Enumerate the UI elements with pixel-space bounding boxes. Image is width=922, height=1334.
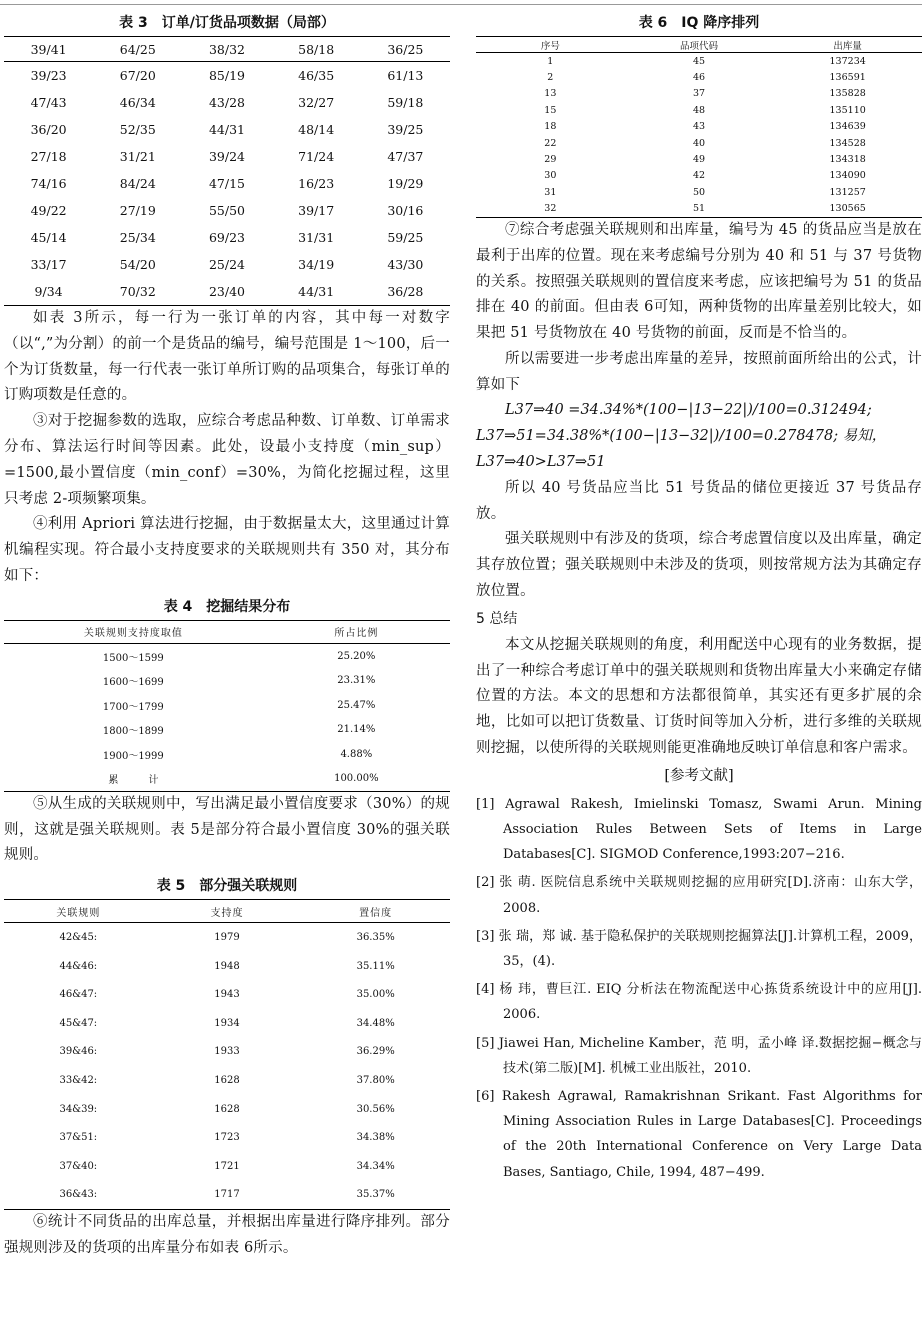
table-cell: 15 bbox=[544, 104, 557, 116]
reference-item: [4] 杨 玮，曹巨江. EIQ 分析法在物流配送中心拣货系统设计中的应用[J]. 2006. bbox=[476, 982, 922, 1023]
table-cell: 45/14 bbox=[30, 230, 67, 245]
table-cell: 69/23 bbox=[208, 230, 245, 245]
table-cell: 47/37 bbox=[387, 149, 424, 164]
table5-caption: 表 5 部分强关联规则 bbox=[156, 878, 298, 895]
table-cell: 27/19 bbox=[119, 203, 156, 218]
paragraph-placement-rule: 强关联规则中有涉及的货项，综合考虑置信度以及出库量，确定其存放位置；强关联规则中未涉及的货项，则按常规方法为其确定存放位置。 bbox=[476, 531, 922, 600]
table-cell: 54/20 bbox=[119, 257, 156, 272]
table-cell: 67/20 bbox=[119, 68, 156, 83]
table-cell: 1628 bbox=[214, 1074, 240, 1086]
table-cell: 25.20% bbox=[337, 650, 376, 662]
section-heading-summary: 5 总结 bbox=[476, 610, 518, 627]
formula-l37-40: L37⇒40 =34.34%*(100−|13−22|)/100=0.312494; bbox=[505, 402, 872, 419]
table-cell: 51 bbox=[692, 203, 706, 215]
reference-item: [3] 张 瑞，郑 诚. 基于隐私保护的关联规则挖掘算法[J].计算机工程，2009，35，(4). bbox=[476, 928, 922, 970]
table-cell: 34&39: bbox=[59, 1103, 98, 1115]
table-cell: 43/30 bbox=[387, 257, 424, 272]
paragraph-outbound-stats: ⑥统计不同货品的出库总量，并根据出库量进行降序排列。部分强规则涉及的货项的出库量分布如表 6所示。 bbox=[4, 1214, 450, 1256]
table-cell: 1948 bbox=[214, 960, 240, 972]
paragraph-strong-rules: ⑤从生成的关联规则中，写出满足最小置信度要求（30%）的规则，这就是强关联规则。表 5是部分符合最小置信度 30%的强关联规则。 bbox=[4, 795, 450, 864]
table-cell: 59/18 bbox=[387, 95, 424, 110]
table-cell: 46/34 bbox=[119, 95, 156, 110]
table-cell: 37&51: bbox=[59, 1132, 98, 1144]
table-cell: 1723 bbox=[214, 1132, 240, 1144]
table-cell: 130565 bbox=[829, 203, 866, 215]
table6-header-index: 序号 bbox=[476, 37, 625, 53]
references-heading: [参考文献] bbox=[664, 767, 734, 784]
table-cell: 135828 bbox=[829, 88, 866, 100]
table3-row bbox=[4, 37, 450, 62]
table4-header-support: 关联规则支持度取值 bbox=[4, 620, 263, 643]
table-cell: 35.00% bbox=[356, 989, 395, 1001]
table-cell: 16/23 bbox=[298, 176, 335, 191]
table-cell: 50 bbox=[692, 186, 706, 198]
table-cell: 累 计 bbox=[108, 775, 159, 787]
table5-row bbox=[4, 980, 450, 1009]
table3-row bbox=[4, 197, 450, 224]
table-cell: 43 bbox=[692, 121, 706, 133]
table5-row bbox=[4, 1181, 450, 1210]
table6-row bbox=[476, 102, 922, 118]
table-cell: 1 bbox=[547, 55, 554, 67]
table-cell: 39/41 bbox=[4, 37, 93, 62]
paragraph-combined-analysis: ⑦综合考虑强关联规则和出库量，编号为 45 的货品应当是放在最利于出库的位置。现在来考虑编号分别为 40 和 51 与 37 号货物的关系。按照强关联规则的置信度来考虑，应该把编号为 51 的货品排在 40 的前面。但由表 6可知，两种货物的出库量差别比较大，如果把 51 号货物放在 40 号货物的前面，反而是不恰当的。 bbox=[476, 221, 922, 342]
table6-row bbox=[476, 151, 922, 167]
table-cell: 35.11% bbox=[356, 960, 395, 972]
table-cell: 2 bbox=[547, 72, 554, 84]
table5-header-rule: 关联规则 bbox=[4, 900, 153, 923]
reference-item: [5] Jiawei Han, Micheline Kamber，范 明，孟小峰 译.数据挖掘−概念与技术(第二版)[M]. 机械工业出版社，2010. bbox=[476, 1035, 922, 1076]
table-cell: 39/24 bbox=[208, 149, 245, 164]
table3-row bbox=[4, 143, 450, 170]
formula-comparison: L37⇒40>L37⇒51 bbox=[476, 454, 606, 471]
table-cell: 48 bbox=[692, 104, 706, 116]
table-cell: 1721 bbox=[214, 1160, 240, 1172]
formula-l37-51: L37⇒51=34.38%*(100−|13−32|)/100=0.278478; 易知， bbox=[476, 428, 887, 445]
table5-header-support: 支持度 bbox=[153, 900, 302, 923]
table-cell: 32 bbox=[544, 203, 557, 215]
table-cell: 18 bbox=[544, 121, 557, 133]
table6-caption: 表 6 IQ 降序排列 bbox=[638, 15, 760, 31]
table6-row bbox=[476, 119, 922, 135]
table-cell: 39/23 bbox=[30, 68, 67, 83]
table-cell: 71/24 bbox=[298, 149, 335, 164]
table-cell: 135110 bbox=[829, 104, 866, 116]
paragraph-mining-params: ③对于挖掘参数的选取，应综合考虑品种数、订单数、订单需求分布、算法运行时间等因素。此处，设最小支持度（min_sup）=1500,最小置信度（min_conf）=30%，为简化挖掘过程，这里只考虑 2-项频繁项集。 bbox=[4, 413, 450, 507]
table-cell: 31 bbox=[544, 186, 557, 198]
table4-header-ratio: 所占比例 bbox=[263, 620, 450, 643]
table5-row bbox=[4, 1066, 450, 1095]
paragraph-summary: 本文从挖掘关联规则的角度，利用配送中心现有的业务数据，提出了一种综合考虑订单中的强关联规则和货物出库量大小来确定存储位置的方法。本文的思想和方法都很简单，其实还有更多扩展的余地，比如可以把订货数量、订货时间等加入分析，进行多维的关联规则挖掘，以使所得的关联规则能更准确地反映订单信息和客户需求。 bbox=[476, 636, 922, 757]
table3-row bbox=[4, 278, 450, 306]
table-cell: 44/31 bbox=[208, 122, 245, 137]
table-cell: 47/15 bbox=[208, 176, 245, 191]
reference-item: [1] Agrawal Rakesh, Imielinski Tomasz, Swami Arun. Mining Association Rules Between Sets of Items in Large Databases[C]. SIGMOD Conference,1993:207−216. bbox=[476, 796, 922, 863]
paragraph-placement-conclusion: 所以 40 号货品应当比 51 号货品的储位更接近 37 号货品存放。 bbox=[476, 479, 922, 522]
table-cell: 52/35 bbox=[119, 122, 156, 137]
table5-row bbox=[4, 1152, 450, 1181]
table-cell: 36.29% bbox=[356, 1046, 395, 1058]
table-cell: 30/16 bbox=[387, 203, 424, 218]
table-cell: 36/28 bbox=[387, 284, 424, 299]
table-cell: 35.37% bbox=[356, 1189, 395, 1201]
table-cell: 48/14 bbox=[298, 122, 335, 137]
table6-row bbox=[476, 86, 922, 102]
table-cell: 46/35 bbox=[298, 68, 335, 83]
table5-row bbox=[4, 1123, 450, 1152]
table3-row bbox=[4, 116, 450, 143]
table-cell: 44/31 bbox=[298, 284, 335, 299]
table-cell: 36/20 bbox=[30, 122, 67, 137]
table4-row bbox=[4, 717, 450, 742]
table-cell: 131257 bbox=[829, 186, 866, 198]
table-cell: 42 bbox=[692, 170, 706, 182]
table6-header-quantity: 出库量 bbox=[773, 37, 922, 53]
table-cell: 19/29 bbox=[387, 176, 424, 191]
table-cell: 1700～1799 bbox=[102, 701, 164, 713]
table-cell: 49/22 bbox=[30, 203, 67, 218]
references-list bbox=[476, 792, 922, 1185]
table-cell: 25/34 bbox=[119, 230, 156, 245]
table-cell: 29 bbox=[544, 154, 557, 166]
table-cell: 33&42: bbox=[59, 1074, 98, 1086]
right-column bbox=[476, 14, 922, 1188]
table3 bbox=[4, 36, 450, 306]
table-cell: 1933 bbox=[214, 1046, 240, 1058]
table-cell: 38/32 bbox=[182, 37, 271, 62]
table5-row bbox=[4, 923, 450, 952]
table-cell: 1717 bbox=[214, 1189, 240, 1201]
table6-row bbox=[476, 53, 922, 70]
table-cell: 9/34 bbox=[34, 284, 63, 299]
table-cell: 1943 bbox=[214, 989, 240, 1001]
table-cell: 45 bbox=[692, 55, 706, 67]
table-cell: 85/19 bbox=[208, 68, 245, 83]
table-cell: 33/17 bbox=[30, 257, 67, 272]
table-cell: 34.48% bbox=[356, 1017, 395, 1029]
table-cell: 46&47: bbox=[59, 989, 98, 1001]
table-cell: 39&46: bbox=[59, 1046, 98, 1058]
table-cell: 36.35% bbox=[356, 931, 395, 943]
table-cell: 59/25 bbox=[387, 230, 424, 245]
table4-row bbox=[4, 693, 450, 718]
table-cell: 34/19 bbox=[298, 257, 335, 272]
table3-row bbox=[4, 251, 450, 278]
table-cell: 4.88% bbox=[340, 748, 373, 760]
table5-row bbox=[4, 1009, 450, 1038]
table-cell: 31/21 bbox=[119, 149, 156, 164]
table-cell: 1979 bbox=[214, 931, 240, 943]
table-cell: 136591 bbox=[829, 72, 866, 84]
table-cell: 39/17 bbox=[298, 203, 335, 218]
table6-row bbox=[476, 184, 922, 200]
paragraph-apriori: ④利用 Apriori 算法进行挖掘，由于数据量太大，这里通过计算机编程实现。符合最小支持度要求的关联规则共有 350 对，其分布如下： bbox=[4, 516, 450, 584]
table5-row bbox=[4, 952, 450, 981]
table-cell: 25.47% bbox=[337, 699, 376, 711]
left-column bbox=[4, 14, 450, 1262]
table6-row bbox=[476, 135, 922, 151]
table-cell: 30.56% bbox=[356, 1103, 395, 1115]
table-cell: 58/18 bbox=[272, 37, 361, 62]
table-cell: 31/31 bbox=[298, 230, 335, 245]
table-cell: 23.31% bbox=[337, 675, 376, 687]
table-cell: 137234 bbox=[829, 55, 866, 67]
table3-row bbox=[4, 62, 450, 90]
table-cell: 32/27 bbox=[298, 95, 335, 110]
table-cell: 42&45: bbox=[59, 931, 98, 943]
table4-caption: 表 4 挖掘结果分布 bbox=[163, 598, 291, 615]
paragraph-formula-intro: 所以需要进一步考虑出库量的差异，按照前面所给出的公式，计算如下 bbox=[476, 350, 922, 393]
table-cell: 13 bbox=[544, 88, 557, 100]
table6-row bbox=[476, 168, 922, 184]
table-cell: 134528 bbox=[829, 137, 866, 149]
table-cell: 44&46: bbox=[59, 960, 98, 972]
table6-header-code: 品项代码 bbox=[625, 37, 774, 53]
table-cell: 1628 bbox=[214, 1103, 240, 1115]
table-cell: 30 bbox=[544, 170, 557, 182]
table-cell: 134318 bbox=[829, 154, 866, 166]
table-cell: 43/28 bbox=[208, 95, 245, 110]
table-cell: 100.00% bbox=[334, 773, 379, 785]
table5-header-confidence: 置信度 bbox=[301, 900, 450, 923]
table3-caption: 表 3 订单/订货品项数据（局部） bbox=[119, 15, 335, 31]
page-top-rule bbox=[0, 4, 922, 5]
table5 bbox=[4, 899, 450, 1210]
table-cell: 1934 bbox=[214, 1017, 240, 1029]
table6-row bbox=[476, 69, 922, 85]
table-cell: 27/18 bbox=[30, 149, 67, 164]
table-cell: 70/32 bbox=[119, 284, 156, 299]
table-cell: 21.14% bbox=[337, 724, 376, 736]
table-cell: 23/40 bbox=[208, 284, 245, 299]
table5-row bbox=[4, 1095, 450, 1124]
table-cell: 1500～1599 bbox=[102, 652, 164, 664]
table-cell: 37.80% bbox=[356, 1074, 395, 1086]
paragraph-table3-explanation: 如表 3所示，每一行为一张订单的内容，其中每一对数字（以“,”为分割）的前一个是货品的编号，编号范围是 1～100，后一个为订货数量，每一行代表一张订单所订购的品项集合，每张订单的订购项数是任意的。 bbox=[4, 310, 450, 404]
table-cell: 84/24 bbox=[119, 176, 156, 191]
table-cell: 37 bbox=[692, 88, 706, 100]
reference-item: [6] Rakesh Agrawal, Ramakrishnan Srikant. Fast Algorithms for Mining Association Rules in Large Databases[C]. Proceedings of the 20th International Conference on Very Large Data Bases, Santiago, Chile, 1994, 487−499. bbox=[476, 1089, 922, 1180]
table-cell: 40 bbox=[692, 137, 706, 149]
table-cell: 36&43: bbox=[59, 1189, 98, 1201]
table3-row bbox=[4, 89, 450, 116]
table-cell: 1600～1699 bbox=[102, 677, 164, 689]
table-cell: 36/25 bbox=[361, 37, 450, 62]
table4-row bbox=[4, 766, 450, 791]
table4 bbox=[4, 620, 450, 792]
table-cell: 34.38% bbox=[356, 1132, 395, 1144]
table-cell: 55/50 bbox=[208, 203, 245, 218]
table-cell: 1800～1899 bbox=[102, 726, 164, 738]
table6 bbox=[476, 36, 922, 218]
table3-row bbox=[4, 224, 450, 251]
table-cell: 1900～1999 bbox=[102, 750, 164, 762]
table-cell: 39/25 bbox=[387, 122, 424, 137]
table-cell: 34.34% bbox=[356, 1160, 395, 1172]
table-cell: 22 bbox=[544, 137, 557, 149]
table-cell: 25/24 bbox=[208, 257, 245, 272]
table-cell: 46 bbox=[692, 72, 706, 84]
table4-row bbox=[4, 742, 450, 767]
table-cell: 64/25 bbox=[93, 37, 182, 62]
table-cell: 47/43 bbox=[30, 95, 67, 110]
table4-row bbox=[4, 668, 450, 693]
table-cell: 37&40: bbox=[59, 1160, 98, 1172]
table5-row bbox=[4, 1038, 450, 1067]
table-cell: 134090 bbox=[829, 170, 866, 182]
table-cell: 61/13 bbox=[387, 68, 424, 83]
reference-item: [2] 张 萌. 医院信息系统中关联规则挖掘的应用研究[D].济南：山东大学，2008. bbox=[476, 875, 922, 916]
table-cell: 74/16 bbox=[30, 176, 67, 191]
table-cell: 45&47: bbox=[59, 1017, 98, 1029]
table6-row bbox=[476, 201, 922, 218]
table3-row bbox=[4, 170, 450, 197]
table4-row bbox=[4, 643, 450, 668]
table-cell: 49 bbox=[692, 154, 706, 166]
table-cell: 134639 bbox=[829, 121, 866, 133]
